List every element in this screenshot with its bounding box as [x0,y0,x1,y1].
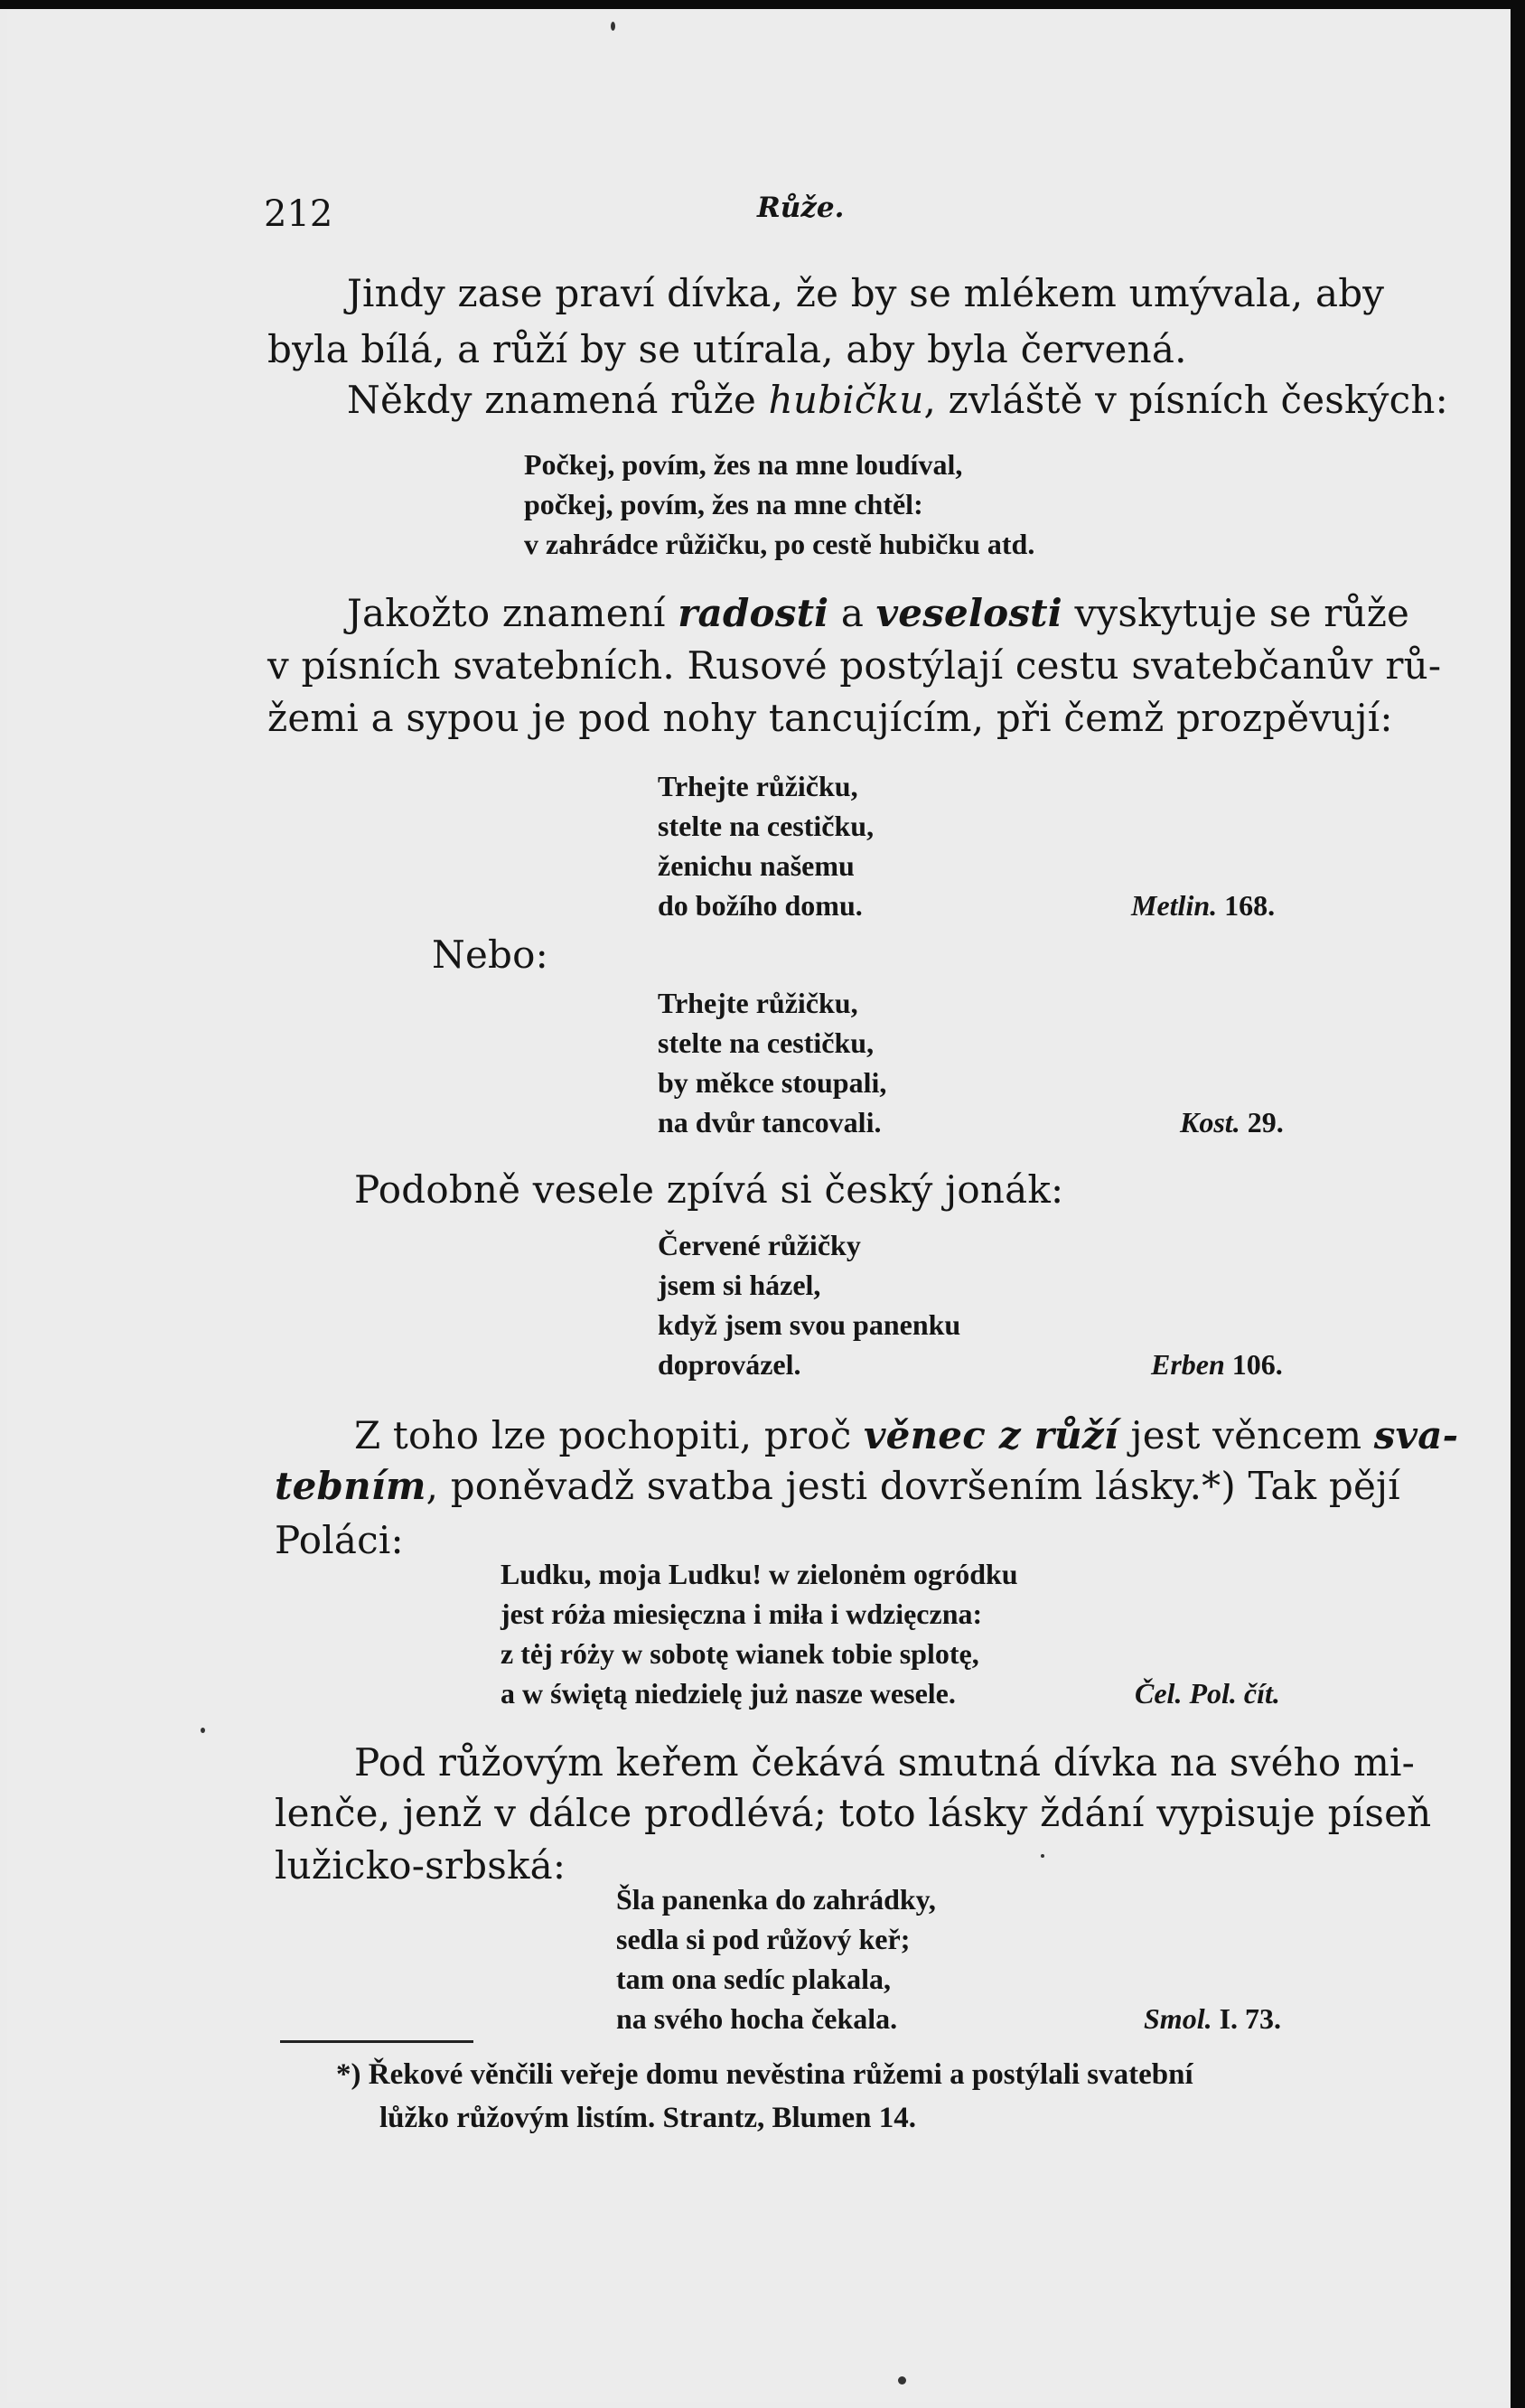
verse2-line-3: ženichu našemu [658,849,855,882]
p5-text-a: Z toho lze pochopiti, proč [354,1413,865,1457]
p2-text-b: , zvláště v písních českých: [923,378,1448,422]
p2-line-1 [347,378,1448,422]
scan-border-top [0,0,1525,9]
footnote-line-1: *) Řekové věnčili veřeje domu nevěstina růžemi a postýlali svatební [336,2058,1193,2091]
verse2-line-4: do božího domu. [658,889,863,922]
verse4-source-name: Erben [1151,1348,1225,1381]
p5-text-c: , poněvadž svatba jesti dovršením lásky.*) Tak pějí [426,1464,1400,1508]
verse2-source-ref: 168. [1224,889,1276,922]
p3-text-a: Jakožto znamení [347,591,678,635]
p5-line-3: Poláci: [275,1518,404,1562]
footnote-rule [280,2040,473,2043]
p3-line-1 [347,591,1409,635]
verse3-source [1180,1106,1284,1139]
verse2-source [1131,889,1275,923]
p1-line-1: Jindy zase praví dívka, že by se mlékem umývala, aby [347,271,1385,315]
verse3-source-name: Kost. [1180,1106,1240,1138]
verse2-line-1: Trhejte růžičku, [658,770,858,802]
p5-emphasis-venec: věnec z růží [864,1413,1118,1457]
page-number: 212 [264,193,333,235]
verse6-source-name: Smol. [1144,2002,1212,2035]
p5-text-b: jest věncem [1118,1413,1374,1457]
verse3-line-1: Trhejte růžičku, [658,987,858,1019]
verse5-line-1: Ludku, moja Ludku! w zielonėm ogródku [501,1558,1018,1590]
verse4-line-3: když jsem svou panenku [658,1308,961,1341]
verse5-source [1135,1677,1280,1710]
p6-line-1: Pod růžovým keřem čekává smutná dívka na svého mi- [354,1740,1416,1785]
scan-speck [1041,1854,1044,1858]
verse6-line-1: Šla panenka do zahrádky, [616,1883,936,1916]
verse6-source-ref: I. 73. [1219,2002,1282,2035]
verse3-line-4: na dvůr tancovali. [658,1106,882,1138]
verse4-source-ref: 106. [1231,1348,1283,1381]
verse5-line-4: a w świętą niedzielę już nasze wesele. [501,1677,956,1710]
scan-speck [201,1728,205,1733]
p3-text-b: a [828,591,876,635]
verse3-line-2: stelte na cestičku, [658,1026,875,1059]
scan-speck [898,2376,906,2385]
verse4-source [1151,1348,1283,1382]
verse6-line-4: na svého hocha čekala. [616,2002,898,2035]
verse5-line-2: jest róża miesięczna i miła i wdzięczna: [501,1598,983,1630]
p5-line-2 [275,1464,1400,1508]
verse4-line-2: jsem si házel, [658,1269,821,1301]
p5-line-1 [354,1413,1458,1457]
verse3-line-3: by měkce stoupali, [658,1066,887,1099]
running-title: Růže. [757,192,845,224]
p3-emphasis-radosti: radosti [678,591,829,635]
verse4-line-4: doprovázel. [658,1348,801,1381]
p3-line-3: žemi a sypou je pod nohy tancujícím, při čemž prozpěvují: [267,696,1393,740]
verse1-line-2: počkej, povím, žes na mne chtěl: [524,488,923,520]
verse1-line-1: Počkej, povím, žes na mne loudíval, [524,448,963,481]
p3-text-c: vyskytuje se růže [1062,591,1410,635]
p2-text-a: Někdy znamená růže [347,378,769,422]
verse2-line-2: stelte na cestičku, [658,810,875,842]
scan-border-right [1511,0,1525,2408]
verse6-source [1144,2002,1281,2036]
verse1-line-3: v zahrádce růžičku, po cestě hubičku atd. [524,528,1035,560]
nebo-label: Nebo: [432,932,548,977]
p5-emphasis-sva: sva- [1373,1413,1459,1457]
verse3-source-ref: 29. [1247,1106,1284,1138]
scan-speck [611,22,615,31]
p3-emphasis-veselosti: veselosti [875,591,1062,635]
verse5-line-3: z tėj róży w sobotę wianek tobie splotę, [501,1637,979,1670]
verse6-line-2: sedla si pod růžový keř; [616,1923,911,1955]
p2-emphasis: hubičku [768,378,924,422]
verse4-line-1: Červené růžičky [658,1229,861,1261]
p3-line-2: v písních svatebních. Rusové postýlají cestu svatebčanův rů- [267,643,1442,688]
verse6-line-3: tam ona sedíc plakala, [616,1963,892,1995]
p6-line-3: lužicko-srbská: [275,1843,566,1888]
verse5-source-name: Čel. Pol. čít. [1135,1677,1280,1710]
p6-line-2: lenče, jenž v dálce prodlévá; toto lásky ždání vypisuje píseň [275,1791,1432,1835]
footnote-line-2: lůžko růžovým listím. Strantz, Blumen 14. [379,2102,916,2134]
p4-line-1: Podobně vesele zpívá si český jonák: [354,1167,1064,1212]
verse2-source-name: Metlin. [1131,889,1218,922]
p1-line-2: byla bílá, a růží by se utírala, aby byla červená. [267,327,1187,371]
p5-emphasis-tebnim: tebním [275,1464,426,1508]
